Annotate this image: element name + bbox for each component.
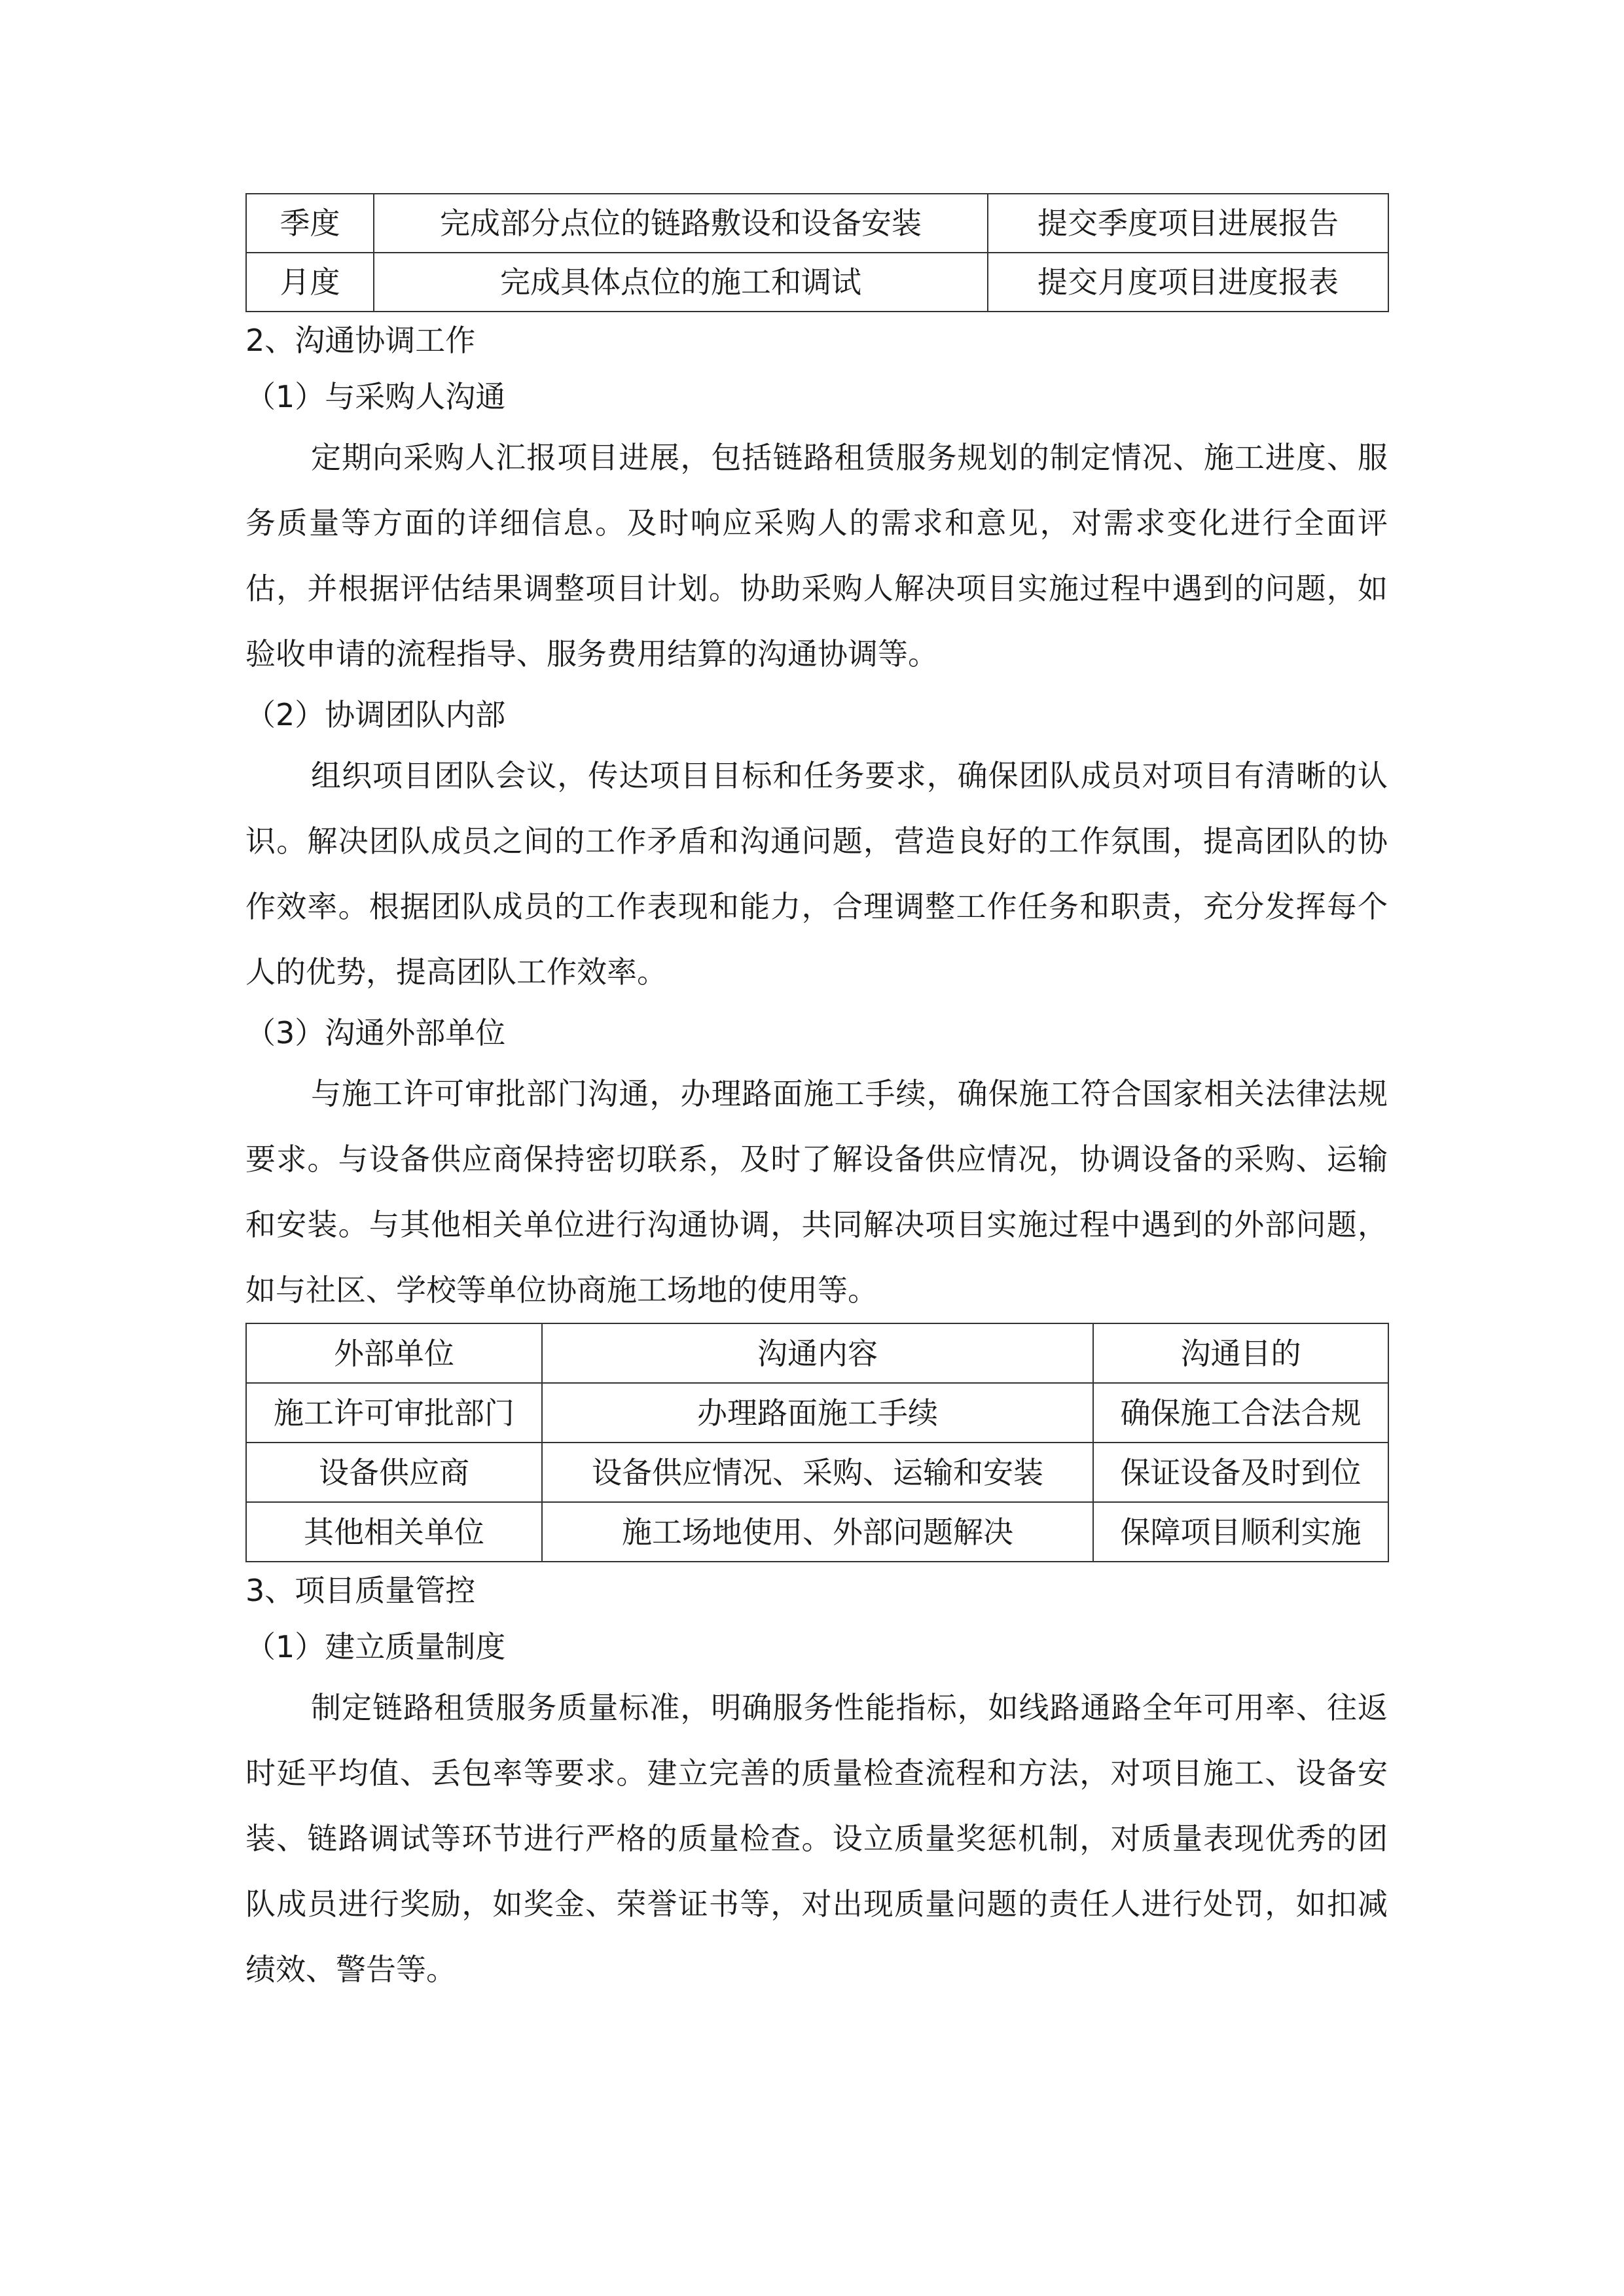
table-cell: 其他相关单位	[246, 1502, 542, 1562]
table-cell: 施工场地使用、外部问题解决	[542, 1502, 1093, 1562]
table-cell: 办理路面施工手续	[542, 1383, 1093, 1443]
table-header-row	[246, 1323, 1388, 1383]
table-header-cell: 沟通目的	[1093, 1323, 1388, 1383]
paragraph: 组织项目团队会议，传达项目目标和任务要求，确保团队成员对项目有清晰的认识。解决团队成员之间的工作矛盾和沟通问题，营造良好的工作氛围，提高团队的协作效率。根据团队成员的工作表现和能力，合理调整工作任务和职责，充分发挥每个人的优势，提高团队工作效率。	[245, 758, 1388, 990]
section-heading: 3、项目质量管控	[245, 1573, 476, 1608]
table-cell: 确保施工合法合规	[1093, 1383, 1388, 1443]
table-cell: 设备供应情况、采购、运输和安装	[542, 1443, 1093, 1502]
schedule-table	[245, 193, 1389, 312]
table-row	[246, 1383, 1388, 1443]
subsection-heading: （2）协调团队内部	[245, 697, 506, 732]
document-page	[245, 193, 1388, 2002]
external-units-table	[245, 1323, 1389, 1562]
paragraph: 与施工许可审批部门沟通，办理路面施工手续，确保施工符合国家相关法律法规要求。与设备供应商保持密切联系，及时了解设备供应情况，协调设备的采购、运输和安装。与其他相关单位进行沟通协调，共同解决项目实施过程中遇到的外部问题，如与社区、学校等单位协商施工场地的使用等。	[245, 1076, 1388, 1308]
paragraph: 定期向采购人汇报项目进展，包括链路租赁服务规划的制定情况、施工进度、服务质量等方面的详细信息。及时响应采购人的需求和意见，对需求变化进行全面评估，并根据评估结果调整项目计划。协助采购人解决项目实施过程中遇到的问题，如验收申请的流程指导、服务费用结算的沟通协调等。	[245, 440, 1388, 672]
table-header-cell: 沟通内容	[542, 1323, 1093, 1383]
table-header-cell: 外部单位	[246, 1323, 542, 1383]
table-cell: 月度	[246, 253, 374, 312]
table-cell: 季度	[246, 194, 374, 253]
section-heading: 2、沟通协调工作	[245, 323, 476, 358]
table-row	[246, 1502, 1388, 1562]
table-cell: 提交月度项目进度报表	[988, 253, 1388, 312]
subsection-heading: （3）沟通外部单位	[245, 1015, 506, 1050]
subsection-heading: （1）与采购人沟通	[245, 379, 506, 414]
table-row	[246, 194, 1388, 253]
table-cell: 完成部分点位的链路敷设和设备安装	[374, 194, 988, 253]
table-cell: 施工许可审批部门	[246, 1383, 542, 1443]
table-cell: 提交季度项目进展报告	[988, 194, 1388, 253]
table-cell: 保障项目顺利实施	[1093, 1502, 1388, 1562]
table-cell: 完成具体点位的施工和调试	[374, 253, 988, 312]
subsection-heading: （1）建立质量制度	[245, 1629, 506, 1664]
paragraph: 制定链路租赁服务质量标准，明确服务性能指标，如线路通路全年可用率、往返时延平均值、丢包率等要求。建立完善的质量检查流程和方法，对项目施工、设备安装、链路调试等环节进行严格的质量检查。设立质量奖惩机制，对质量表现优秀的团队成员进行奖励，如奖金、荣誉证书等，对出现质量问题的责任人进行处罚，如扣减绩效、警告等。	[245, 1690, 1388, 1987]
table-row	[246, 1443, 1388, 1502]
table-cell: 保证设备及时到位	[1093, 1443, 1388, 1502]
table-row	[246, 253, 1388, 312]
table-cell: 设备供应商	[246, 1443, 542, 1502]
